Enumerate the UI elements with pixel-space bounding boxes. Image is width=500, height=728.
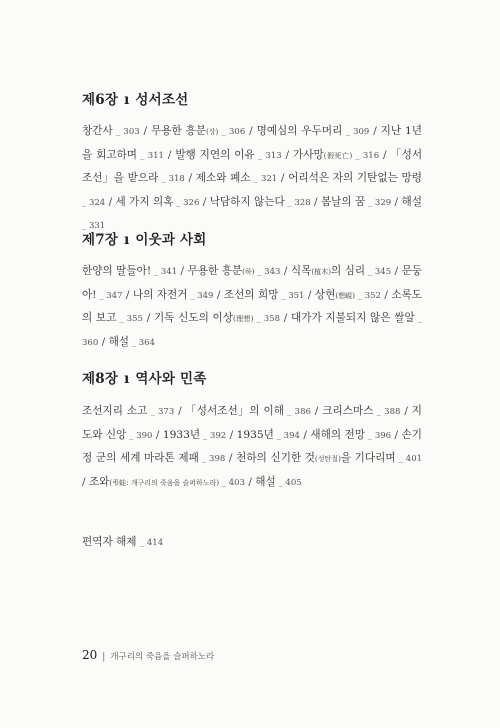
- toc-entry: [154, 312, 280, 324]
- entry-separator: /: [229, 428, 234, 441]
- chapter-number: 제8장: [82, 371, 119, 387]
- chapter-separator: ı: [124, 92, 130, 108]
- entry-separator: /: [248, 475, 252, 488]
- toc-entry-title: 해설: [401, 195, 422, 208]
- toc-page: _ 398: [198, 454, 226, 464]
- toc-entry: [82, 125, 140, 137]
- chapter-8-heading: [82, 367, 207, 387]
- toc-page-number: 401: [405, 454, 423, 464]
- translator-commentary-entry: 편역자 해제 _ 414: [82, 536, 164, 548]
- toc-entry-title: 소록도의 보고: [82, 288, 423, 324]
- toc-entry-title: 조선의 희망: [223, 288, 279, 301]
- toc-page-number: 403: [228, 477, 245, 488]
- toc-entry: [89, 476, 245, 488]
- toc-entry-hanja: (하): [242, 268, 255, 276]
- toc-entry-title: 상현: [314, 288, 336, 301]
- toc-page-number: 386: [294, 407, 311, 417]
- chapter-6-entries: [82, 120, 422, 238]
- entry-separator: /: [228, 452, 233, 464]
- toc-entry-title: 지난 1년을 회고하며: [82, 125, 422, 161]
- toc-page-number: 347: [106, 290, 123, 301]
- toc-page-number: 321: [260, 174, 278, 184]
- toc-page: _ 331: [82, 221, 106, 231]
- chapter-separator: ı: [124, 232, 130, 248]
- toc-entry-title: 한양의 딸들아!: [82, 265, 152, 277]
- toc-page: _ 303: [112, 127, 140, 137]
- toc-page-number: 388: [384, 407, 401, 417]
- toc-entry-title: 명예심의 우두머리: [256, 125, 343, 137]
- toc-page: _ 343: [254, 267, 281, 277]
- toc-page-number: 311: [147, 150, 164, 161]
- toc-page: _ 311: [137, 150, 164, 161]
- footer-page-number: 20: [82, 648, 98, 662]
- toc-page: _ 386: [283, 407, 311, 417]
- toc-page-number: 405: [285, 477, 302, 488]
- toc-entry-title: 크리스마스: [322, 405, 374, 417]
- toc-page-number: 328: [294, 197, 311, 208]
- toc-page: _ 394: [273, 430, 300, 441]
- toc-entry-title: 1935년: [236, 428, 274, 441]
- toc-page-number: 345: [374, 267, 392, 277]
- toc-page: _ 373: [147, 407, 175, 417]
- entry-separator: /: [280, 172, 285, 184]
- chapter-7-heading: [82, 228, 207, 248]
- entry-separator: /: [303, 428, 307, 441]
- entry-separator: /: [394, 265, 399, 277]
- toc-entry-hanja: (理想): [233, 315, 254, 323]
- entry-separator: /: [373, 125, 377, 137]
- toc-page: _ 364: [129, 337, 155, 348]
- toc-page-number: 373: [158, 407, 175, 417]
- chapter-7-entries: [82, 260, 422, 354]
- toc-entry-title: 어리석은 자의 기탄없는 망령: [288, 172, 422, 184]
- toc-page-number: 306: [229, 127, 246, 137]
- toc-entry: [224, 289, 305, 301]
- entry-separator: /: [384, 288, 388, 301]
- entry-separator: /: [394, 428, 399, 441]
- entry-separator: /: [249, 125, 253, 137]
- entry-separator: /: [313, 195, 318, 208]
- toc-entry: [293, 149, 379, 161]
- toc-entry: [133, 289, 214, 301]
- toc-entry: [116, 196, 200, 208]
- toc-entry-title: 가사망: [293, 148, 324, 161]
- toc-page-number: 396: [374, 430, 392, 441]
- toc-page-number: 398: [209, 454, 226, 464]
- entry-separator: /: [188, 172, 193, 184]
- toc-entry: [315, 289, 381, 301]
- toc-entry: [310, 429, 391, 441]
- toc-entry-title: 문둥아!: [82, 265, 423, 301]
- toc-entry-title: 대가가 지불되지 않은 쌀알: [291, 312, 415, 324]
- toc-entry: [321, 196, 391, 208]
- toc-entry-hanja: (상): [206, 128, 219, 136]
- toc-entry-title: 낙담하지 않는다: [209, 195, 285, 208]
- toc-entry-hanja: (弔蛙: 개구리의 죽음을 슬퍼하노라): [109, 478, 220, 487]
- entry-separator: /: [143, 125, 148, 137]
- entry-separator: /: [108, 195, 113, 208]
- toc-entry-title-suffix: 의 심리: [330, 265, 366, 277]
- toc-entry-title: 창간사: [82, 125, 113, 137]
- entry-separator: /: [202, 195, 207, 208]
- toc-entry-title: 손기정 군의 세계 마라톤 제패: [82, 428, 423, 464]
- entry-separator: /: [155, 428, 160, 441]
- toc-page-number: 364: [138, 337, 155, 348]
- toc-entry-title: 조와: [88, 475, 110, 488]
- toc-page: _ 318: [158, 174, 185, 184]
- toc-page-number: 316: [362, 150, 380, 161]
- footer-book-title: 개구리의 죽음을 슬퍼하노라: [110, 652, 215, 662]
- toc-entry-title-suffix: 을 기다리며: [340, 452, 396, 464]
- footer-separator: |: [102, 652, 106, 662]
- toc-entry-title: 새해의 전망: [310, 428, 366, 441]
- toc-page-number: 390: [136, 430, 153, 441]
- toc-page: _ 390: [126, 430, 153, 441]
- toc-entry-title: 제소와 폐소: [195, 172, 251, 184]
- toc-page-number: 329: [374, 197, 392, 208]
- toc-entry: [175, 149, 281, 161]
- toc-entry: [109, 336, 155, 348]
- toc-entry: [196, 172, 277, 184]
- toc-entry-title: 식목: [290, 265, 312, 277]
- entry-separator: /: [101, 335, 106, 348]
- toc-entry-title: 봄날의 꿈: [320, 195, 366, 208]
- entry-separator: /: [285, 148, 290, 161]
- toc-page-number: 351: [288, 290, 305, 301]
- entry-separator: /: [167, 148, 172, 161]
- toc-page-number: 326: [183, 197, 200, 208]
- entry-separator: /: [125, 288, 130, 301]
- toc-page: _ 328: [284, 197, 311, 208]
- toc-page: _ 352: [354, 290, 381, 301]
- toc-entry: [82, 265, 177, 277]
- toc-page: _ 329: [365, 197, 392, 208]
- toc-page: _ 321: [250, 174, 278, 184]
- toc-entry-title: 해설: [108, 335, 130, 348]
- toc-entry: [291, 265, 391, 277]
- entry-separator: /: [394, 195, 399, 208]
- toc-page-number: 318: [168, 174, 185, 184]
- toc-page-number: 392: [209, 430, 227, 441]
- toc-page-number: 341: [160, 267, 178, 277]
- toc-page-number: 358: [263, 314, 281, 324]
- toc-page: _ 351: [278, 290, 305, 301]
- toc-entry-title: 천하의 신기한 것: [236, 452, 316, 464]
- toc-page: _ 349: [187, 290, 214, 301]
- chapter-number: 제7장: [82, 232, 119, 248]
- toc-entry: [210, 196, 311, 208]
- toc-entry-title: 해설: [255, 475, 276, 488]
- entry-separator: /: [216, 288, 221, 301]
- toc-page: _ 347: [96, 290, 123, 301]
- toc-page: _ 405: [275, 477, 302, 488]
- toc-page: _ 309: [342, 127, 370, 137]
- entry-separator: /: [404, 405, 408, 417]
- toc-entry: [255, 476, 301, 488]
- toc-page: _ 306: [218, 127, 246, 137]
- toc-page-number: 414: [146, 538, 164, 548]
- entry-separator: /: [314, 405, 319, 417]
- toc-entry-title: 지도와 신앙: [82, 405, 423, 441]
- toc-entry-title: 기독 신도의 이상: [153, 312, 233, 324]
- toc-page-number: 303: [123, 127, 140, 137]
- toc-entry: [237, 429, 300, 441]
- toc-page: _ 313: [254, 150, 282, 161]
- chapter-6-heading: [82, 88, 188, 108]
- toc-entry-title: 세 가지 의혹: [115, 195, 174, 208]
- toc-entry: [322, 405, 400, 417]
- chapter-title: 이웃과 사회: [135, 232, 207, 248]
- toc-entry-hanja: (假死亡): [323, 151, 353, 160]
- page-footer: [82, 648, 214, 662]
- toc-entry-title: 1933년: [162, 428, 201, 441]
- toc-entry-title: 무용한 흥분: [151, 125, 207, 137]
- toc-page-number: 331: [88, 221, 106, 231]
- toc-entry-title: 「성서조선」의 이해: [185, 405, 284, 417]
- toc-page: _ 324: [82, 197, 106, 208]
- toc-page-number: 343: [264, 267, 281, 277]
- toc-page: _ 316: [352, 150, 380, 161]
- toc-entry-title: 조선지리 소고: [82, 405, 148, 417]
- chapter-8-entries: [82, 400, 422, 494]
- toc-entry-title: 편역자 해제: [82, 536, 137, 548]
- entry-separator: /: [307, 288, 312, 301]
- toc-page: _ 388: [373, 407, 401, 417]
- toc-entry: [236, 452, 422, 464]
- toc-entry-title: 「성서조선」을 받으라: [82, 148, 423, 184]
- toc-page-number: 352: [364, 290, 381, 301]
- toc-page-number: 313: [265, 150, 282, 161]
- toc-page: _ 326: [173, 197, 200, 208]
- toc-entry: [257, 125, 370, 137]
- toc-entry-hanja: (想峴): [335, 291, 355, 300]
- toc-entry: [163, 429, 226, 441]
- entry-separator: /: [180, 265, 185, 277]
- toc-page: _ 358: [253, 314, 281, 324]
- toc-entry: [186, 405, 311, 417]
- chapter-separator: ı: [124, 371, 130, 387]
- toc-entry-title: 발행 지연의 이유: [175, 148, 255, 161]
- toc-page: _ 392: [200, 430, 227, 441]
- chapter-title: 성서조선: [135, 92, 189, 108]
- toc-page-number: 324: [88, 197, 106, 208]
- entry-separator: /: [178, 405, 182, 417]
- toc-page: _ 403: [219, 477, 245, 488]
- toc-page-number: 394: [283, 430, 300, 441]
- toc-page: _ 355: [116, 314, 143, 324]
- entry-separator: /: [82, 475, 86, 488]
- entry-separator: /: [283, 265, 288, 277]
- toc-entry-hanja: (植木): [311, 268, 331, 276]
- toc-page-number: 355: [126, 314, 143, 324]
- toc-page-number: 360: [82, 337, 99, 348]
- toc-entry-hanja: (성탄절): [315, 455, 341, 463]
- entry-separator: /: [383, 148, 387, 161]
- toc-page-number: 309: [353, 127, 370, 137]
- chapter-title: 역사와 민족: [135, 371, 207, 387]
- toc-entry: [188, 265, 281, 277]
- chapter-number: 제6장: [82, 92, 119, 108]
- toc-entry-title: 무용한 흥분: [187, 265, 243, 277]
- toc-page: _ 345: [365, 267, 392, 277]
- toc-entry: [151, 125, 245, 137]
- toc-page-number: 349: [197, 290, 214, 301]
- toc-entry: [82, 405, 174, 417]
- toc-page: _ 360: [82, 314, 422, 348]
- entry-separator: /: [283, 312, 288, 324]
- toc-page: _ 401: [395, 454, 423, 464]
- entry-separator: /: [146, 312, 151, 324]
- toc-page: _ 341: [151, 267, 178, 277]
- toc-page: _ 396: [365, 430, 392, 441]
- toc-entry-title: 나의 자전거: [132, 288, 188, 301]
